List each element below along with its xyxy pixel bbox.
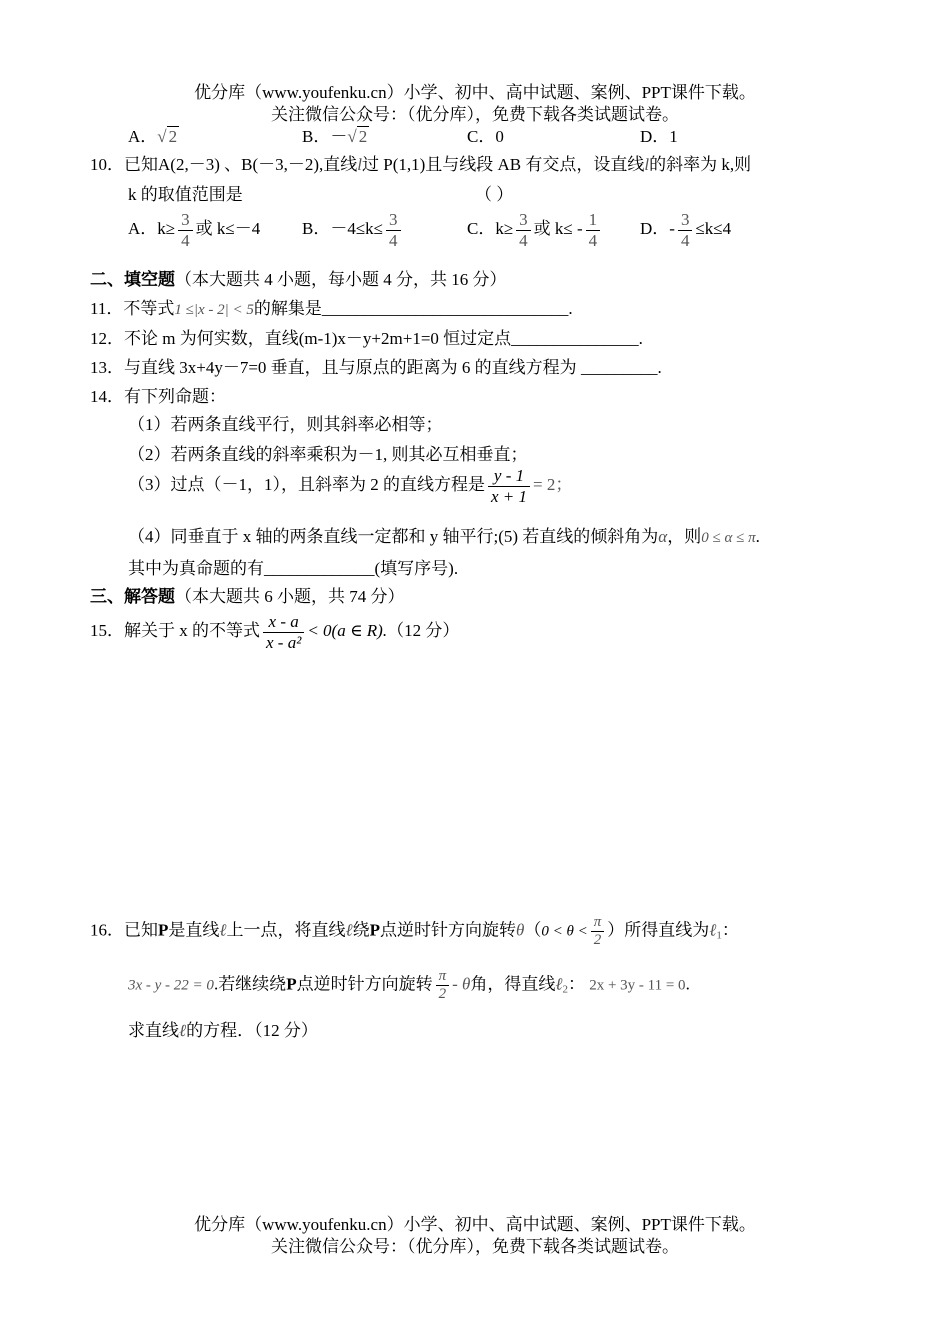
header-line-2: 关注微信公众号：（优分库），免费下载各类试题试卷。 [271, 105, 679, 124]
fraction [488, 466, 530, 506]
numerator: y - 1 [488, 466, 530, 487]
q10-d-post: ≤k≤4 [695, 218, 732, 238]
section-2-heading [90, 265, 507, 290]
denominator: 2 [593, 932, 602, 949]
q16-text: ： [721, 920, 739, 940]
q16-text: 绕 [352, 920, 370, 940]
q10-answer-paren: （ ） [475, 185, 514, 204]
denominator: 2 [438, 986, 447, 1003]
alpha-symbol: α [658, 527, 668, 546]
q9-a-radicand: 2 [168, 127, 178, 146]
q16-text: 16．已知 [90, 920, 158, 940]
numerator: π [436, 968, 450, 986]
header-line-1: 优分库（www.youfenku.cn）小学、初中、高中试题、案例、PPT课件下载。 [194, 83, 756, 102]
q16-text: 求直线 [128, 1021, 179, 1040]
fraction [263, 612, 304, 652]
q15 [90, 612, 459, 652]
subscript: 1 [716, 929, 722, 942]
q10-line-2: k 的取值范围是 [128, 185, 243, 204]
denominator: 4 [389, 230, 398, 250]
q11-inequality: 1 ≤|x - 2| < 5 [174, 302, 254, 318]
q10-option-b [302, 210, 404, 250]
q16-text: . [685, 974, 690, 994]
q10-c-pre: C．k≥ [467, 218, 514, 238]
point-p: P [369, 920, 380, 940]
q10-text-b: 过 P(1,1)且与线段 AB 有交点，设直线 [362, 155, 645, 174]
line-symbol-ell2: ℓ [555, 974, 563, 994]
numerator: 3 [386, 210, 401, 231]
fraction [178, 210, 193, 250]
q14-p4-text: （4）同垂直于 x 轴的两条直线一定都和 y 轴平行;(5) 若直线的倾斜角为 [128, 527, 659, 546]
q10-option-d [640, 210, 731, 250]
q14-p4-then: ，则 [667, 527, 702, 546]
q16-text: 的方程．（12 分） [186, 1021, 318, 1040]
q11 [90, 294, 573, 319]
q16-text: ： [567, 974, 585, 994]
q15-pre: 15．解关于 x 的不等式 [90, 620, 260, 640]
fraction [436, 968, 450, 1004]
line-symbol-l: l [644, 155, 650, 174]
equation-l1: 3x - y - 22 = 0 [128, 977, 214, 994]
q11-pre: 11．不等式 [90, 299, 175, 318]
q9-option-b [302, 122, 369, 147]
denominator: 4 [588, 230, 598, 250]
numerator: 3 [516, 210, 531, 231]
q14-conclusion: 其中为真命题的有_____________(填写序号). [128, 559, 459, 578]
q10-text-c: 的斜率为 k,则 [649, 155, 752, 174]
line-symbol-ell: ℓ [345, 920, 353, 940]
numerator: π [591, 914, 605, 932]
q10-c-mid: 或 k≤ - [533, 218, 583, 238]
numerator: 3 [678, 210, 693, 231]
q9-b-radicand: 2 [358, 127, 368, 146]
line-symbol-ell1: ℓ [709, 920, 717, 940]
section-2-title: 二、填空题 [90, 270, 175, 289]
q16-line-3 [128, 1016, 318, 1041]
q9-option-d: D．1 [640, 127, 678, 146]
q16-text: 是直线 [168, 920, 220, 940]
q13 [90, 353, 662, 378]
q10-d-pre: D．- [640, 218, 675, 238]
q9-option-c: C．0 [467, 127, 504, 146]
q11-blank: _____________________________. [321, 299, 573, 318]
section-3-note: （本大题共 6 小题，共 74 分） [175, 587, 405, 606]
q13-blank: _________. [580, 358, 662, 377]
q10-line-1 [90, 150, 751, 175]
q14-prop-4 [128, 522, 760, 547]
q16-text: 角，得直线 [470, 974, 556, 994]
fraction [591, 914, 605, 950]
line-symbol-ell: ℓ [219, 920, 227, 940]
q14-p4-range: 0 ≤ α ≤ π [701, 530, 756, 546]
denominator: 4 [181, 230, 190, 250]
q14-prop-3 [128, 466, 572, 506]
q10-a-pre: A．k≥ [128, 218, 176, 238]
fraction [516, 210, 531, 250]
q16-line-1 [90, 914, 739, 950]
q13-text: 13．与直线 3x+4y－7=0 垂直，且与原点的距离为 6 的直线方程为 [90, 358, 577, 377]
q14-intro: 14．有下列命题： [90, 387, 226, 406]
q16-text: 点逆时针方向旋转 [379, 920, 516, 940]
denominator: x - a² [266, 632, 302, 652]
numerator: 3 [178, 210, 193, 231]
point-p: P [286, 974, 297, 994]
q10-a-post: 或 k≤－4 [195, 218, 261, 238]
q15-post: < 0(a ∈ R). [307, 620, 388, 640]
q11-post: 的解集是 [253, 299, 322, 318]
minus-theta: - θ [452, 974, 471, 994]
q10-text-a: 10．已知A(2,－3) 、B(－3,－2),直线 [90, 155, 358, 174]
section-3-heading [90, 582, 405, 607]
footer-line-1: 优分库（www.youfenku.cn）小学、初中、高中试题、案例、PPT课件下载。 [194, 1215, 756, 1234]
q9-option-a [128, 122, 179, 147]
line-symbol-ell: ℓ [179, 1021, 187, 1040]
q16-condition: 0 < θ < [541, 923, 588, 940]
numerator: 1 [586, 210, 601, 231]
equation-l2: 2x + 3y - 11 = 0 [589, 977, 686, 994]
q16-text: .若继续绕 [213, 974, 287, 994]
q14-p4-end: . [755, 527, 760, 546]
q9-b-label: B．－ [302, 127, 348, 146]
sqrt-symbol: √ 2 [157, 127, 178, 146]
q10-b-pre: B．－4≤k≤ [302, 218, 383, 238]
q12: 12．不论 m 为何实数，直线(m-1)x－y+2m+1=0 恒过定点_______________. [90, 329, 643, 348]
denominator: 4 [680, 230, 690, 250]
subscript: 2 [562, 983, 568, 996]
fraction [586, 210, 601, 250]
q14-p3-pre: （3）过点（－1，1），且斜率为 2 的直线方程是 [128, 474, 485, 494]
theta-symbol: θ [515, 920, 525, 940]
section-2-note: （本大题共 4 小题，每小题 4 分，共 16 分） [175, 270, 507, 289]
q15-score: （12 分） [387, 620, 460, 640]
fraction [386, 210, 401, 250]
q14-p3-post: = 2； [533, 474, 573, 494]
q10-option-c [467, 210, 603, 250]
sqrt-symbol: √ 2 [347, 127, 368, 146]
q16-text: 点逆时针方向旋转 [296, 974, 433, 994]
q16-text: ）所得直线为 [607, 920, 710, 940]
denominator: x + 1 [491, 486, 528, 506]
q10-option-a [128, 210, 260, 250]
q16-text: （ [524, 920, 542, 940]
q9-a-label: A． [128, 127, 158, 146]
point-p: P [158, 920, 169, 940]
section-3-title: 三、解答题 [90, 587, 175, 606]
q14-prop-2: （2）若两条直线的斜率乘积为－1, 则其必互相垂直； [128, 445, 528, 464]
q16-line-2 [128, 968, 690, 1004]
fraction [678, 210, 693, 250]
footer-line-2: 关注微信公众号：（优分库），免费下载各类试题试卷。 [271, 1237, 679, 1256]
q16-text: 上一点，将直线 [226, 920, 346, 940]
line-symbol-l: l [357, 155, 362, 174]
numerator: x - a [263, 612, 304, 633]
denominator: 4 [519, 230, 528, 250]
q14-prop-1: （1）若两条直线平行，则其斜率必相等； [128, 415, 443, 434]
